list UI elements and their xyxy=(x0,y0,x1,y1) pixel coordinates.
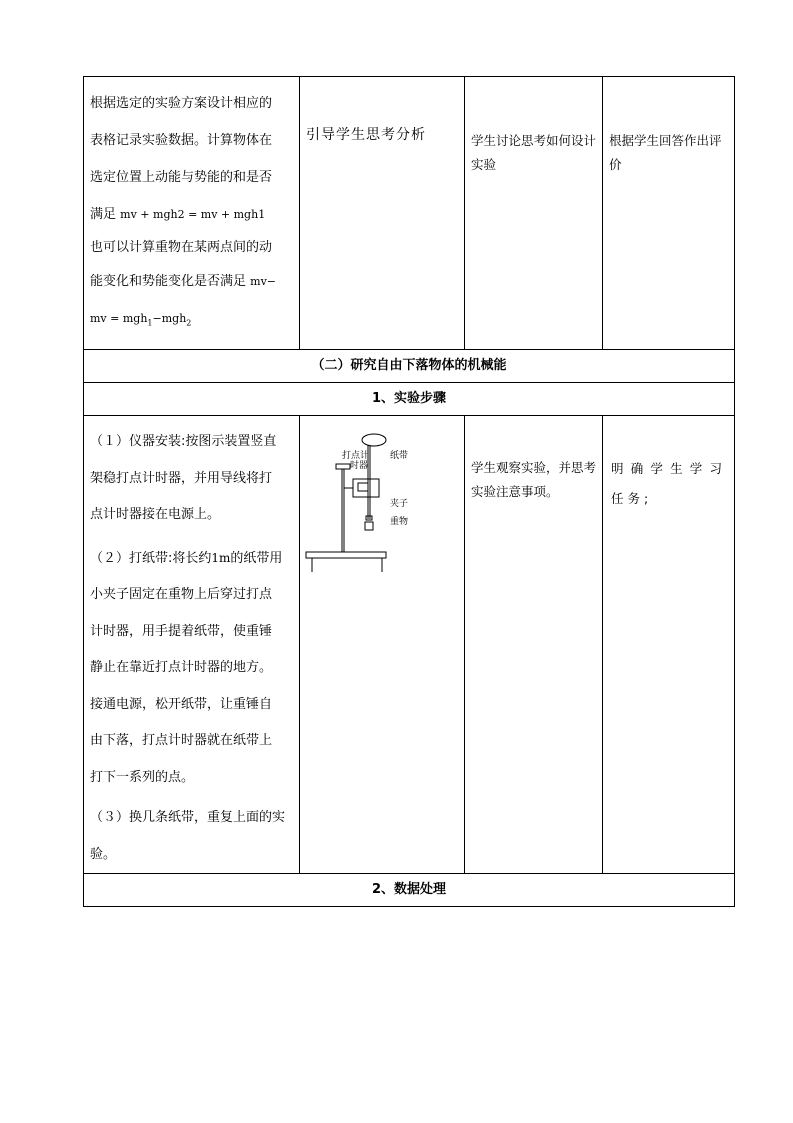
subsection-heading-steps: 1、实验步骤 xyxy=(84,383,735,416)
cell-goal xyxy=(603,416,735,874)
label-timer: 打点计 xyxy=(342,450,370,460)
content-line-formula xyxy=(90,263,293,300)
content-line: 能变化和势能变化是否满足 xyxy=(90,274,247,289)
content-line: 根据选定的实验方案设计相应的 xyxy=(90,96,273,111)
cell-student-activity xyxy=(465,77,603,350)
step-line: 静止在靠近打点计时器的地方。 xyxy=(90,660,273,675)
cell-assessment xyxy=(603,77,735,350)
assessment-text: 根据学生回答作出评价 xyxy=(609,133,722,172)
section-heading: （二）研究自由下落物体的机械能 xyxy=(84,350,735,383)
subsection-heading-data: 2、数据处理 xyxy=(84,874,735,907)
step-line: 小夹子固定在重物上后穿过打点 xyxy=(90,587,273,602)
step-line: 打下一系列的点。 xyxy=(90,769,195,785)
lesson-plan-table xyxy=(83,76,735,907)
step-line: 验。 xyxy=(90,846,117,862)
label-timer2: 时器 xyxy=(350,460,369,470)
label-tape: 纸带 xyxy=(390,450,409,460)
content-line-formula xyxy=(90,196,293,233)
label-clip: 夹子 xyxy=(390,498,409,508)
row-energy-analysis xyxy=(84,77,735,350)
step-line: （２）打纸带:将长约1m的纸带用 xyxy=(90,550,283,566)
row-data-header xyxy=(84,874,735,907)
step-line: 架稳打点计时器，并用导线将打 xyxy=(90,470,273,486)
content-line: 表格记录实验数据。计算物体在 xyxy=(90,133,273,148)
step-line: （３）换几条纸带，重复上面的实 xyxy=(90,810,286,825)
cell-steps xyxy=(84,416,300,874)
cell-apparatus-figure xyxy=(300,416,465,874)
step-line: （１）仪器安装:按图示装置竖直 xyxy=(90,434,277,449)
step-line: 点计时器接在电源上。 xyxy=(90,507,221,522)
formula-energy-change: mv = mgh$_1$−mgh$_2$ xyxy=(90,312,192,328)
row-part2-header xyxy=(84,350,735,383)
step-line: 接通电源，松开纸带，让重锤自 xyxy=(90,696,273,712)
formula-energy-sum: mv + mgh2 = mv + mgh1 xyxy=(120,208,266,221)
teacher-activity-text: 引导学生思考分析 xyxy=(306,127,426,143)
goal-text: 明确学生学习任务; xyxy=(611,461,726,506)
apparatus-diagram xyxy=(306,424,409,574)
content-line: 满足 xyxy=(90,207,117,222)
content-line: 也可以计算重物在某两点间的动 xyxy=(90,240,273,255)
student-activity-text: 学生讨论思考如何设计实验 xyxy=(471,133,597,172)
formula-head: mv− xyxy=(250,275,277,288)
cell-student-observe xyxy=(465,416,603,874)
cell-content xyxy=(84,77,300,350)
student-observe-text: 学生观察实验，并思考实验注意事项。 xyxy=(471,460,597,499)
content-line: 选定位置上动能与势能的和是否 xyxy=(90,170,273,185)
row-steps-header xyxy=(84,383,735,416)
row-experiment-steps xyxy=(84,416,735,874)
step-line: 由下落，打点计时器就在纸带上 xyxy=(90,733,273,748)
step-line: 计时器，用手提着纸带，使重锤 xyxy=(90,623,273,639)
label-weight: 重物 xyxy=(390,516,409,526)
unit-1m: 1m xyxy=(211,550,231,565)
cell-teacher-activity xyxy=(300,77,465,350)
